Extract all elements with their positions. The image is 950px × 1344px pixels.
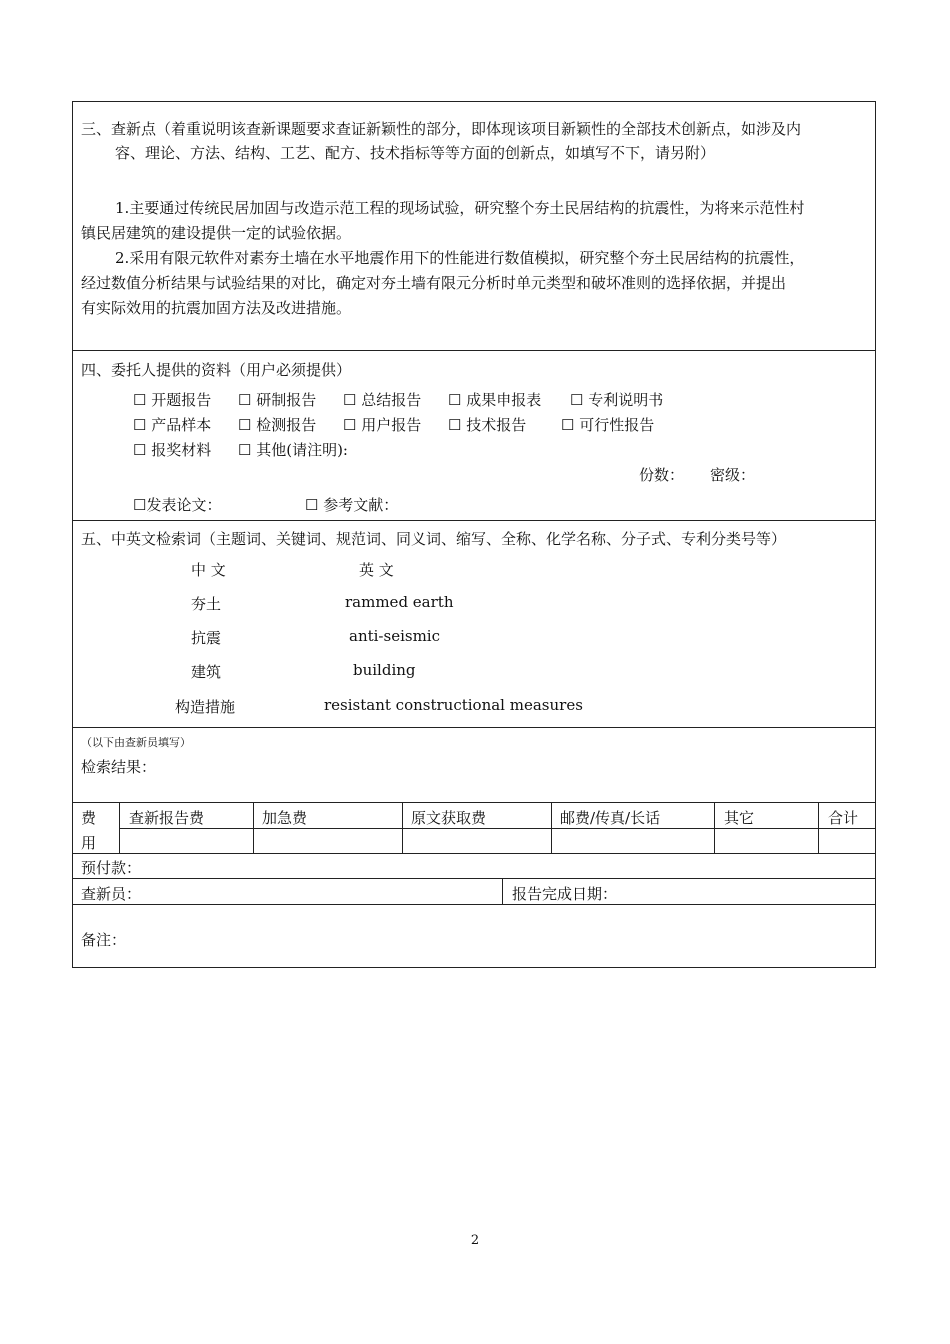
fee-input-cell[interactable] bbox=[715, 829, 817, 853]
remarks-row bbox=[73, 905, 875, 969]
fee-input-cell[interactable] bbox=[254, 829, 401, 853]
fee-label-2: 用 bbox=[81, 834, 97, 852]
secret-level-label: 密级： bbox=[710, 466, 756, 484]
checkbox-references[interactable]: ☐ 参考文献： bbox=[305, 496, 399, 514]
examiner-divider bbox=[502, 879, 503, 904]
column-chinese: 中 文 bbox=[191, 561, 226, 579]
prepay-label: 预付款： bbox=[81, 859, 142, 877]
term-en: resistant constructional measures bbox=[324, 696, 583, 714]
fee-input-cell[interactable] bbox=[552, 829, 713, 853]
novelty-point-2-line2: 经过数值分析结果与试验结果的对比，确定对夯土墙有限元分析时单元类型和破坏准则的选择依据，并提出 bbox=[81, 274, 787, 292]
fee-input-cell[interactable] bbox=[120, 829, 252, 853]
checkbox-development-report[interactable]: ☐ 研制报告 bbox=[238, 391, 317, 409]
checkbox-test-report[interactable]: ☐ 检测报告 bbox=[238, 416, 317, 434]
checkbox-feasibility-report[interactable]: ☐ 可行性报告 bbox=[561, 416, 655, 434]
section4-heading: 四、委托人提供的资料（用户必须提供） bbox=[81, 361, 352, 379]
section5-heading: 五、中英文检索词（主题词、关键词、规范词、同义词、缩写、全称、化学名称、分子式、专利分类号等） bbox=[81, 530, 787, 548]
section-novelty-points bbox=[73, 102, 875, 351]
term-en: rammed earth bbox=[345, 593, 454, 611]
section-client-materials bbox=[73, 351, 875, 521]
checkbox-achievement-form[interactable]: ☐ 成果申报表 bbox=[448, 391, 542, 409]
checkbox-patent-spec[interactable]: ☐ 专利说明书 bbox=[570, 391, 664, 409]
checkbox-published-papers[interactable]: ☐发表论文： bbox=[133, 496, 222, 514]
prepay-row bbox=[73, 854, 875, 879]
examiner-fill-note: （以下由查新员填写） bbox=[81, 736, 191, 749]
section3-heading-cont: 容、理论、方法、结构、工艺、配方、技术指标等等方面的创新点，如填写不下，请另附） bbox=[115, 144, 716, 162]
checkbox-summary-report[interactable]: ☐ 总结报告 bbox=[343, 391, 422, 409]
remarks-label: 备注： bbox=[81, 931, 127, 949]
search-results-label: 检索结果： bbox=[81, 758, 157, 776]
examiner-row bbox=[73, 879, 875, 905]
term-cn: 抗震 bbox=[191, 629, 222, 647]
novelty-point-2-line3: 有实际效用的抗震加固方法及改进措施。 bbox=[81, 299, 352, 317]
fee-header: 查新报告费 bbox=[129, 809, 205, 827]
page-number: 2 bbox=[470, 1233, 480, 1248]
section-search-terms bbox=[73, 521, 875, 728]
checkbox-award-materials[interactable]: ☐ 报奖材料 bbox=[133, 441, 212, 459]
fee-table bbox=[73, 803, 875, 854]
fee-input-cell[interactable] bbox=[819, 829, 875, 853]
term-en: anti-seismic bbox=[349, 627, 440, 645]
term-cn: 建筑 bbox=[191, 663, 222, 681]
term-cn: 构造措施 bbox=[175, 698, 236, 716]
examiner-label: 查新员： bbox=[81, 885, 142, 903]
checkbox-user-report[interactable]: ☐ 用户报告 bbox=[343, 416, 422, 434]
checkbox-technical-report[interactable]: ☐ 技术报告 bbox=[448, 416, 527, 434]
novelty-point-1-line1: 1.主要通过传统民居加固与改造示范工程的现场试验，研究整个夯土民居结构的抗震性，为将来示范性村 bbox=[115, 199, 805, 217]
novelty-point-2-line1: 2.采用有限元软件对素夯土墙在水平地震作用下的性能进行数值模拟，研究整个夯土民居结构的抗震性， bbox=[115, 249, 805, 267]
checkbox-other[interactable]: ☐ 其他(请注明): bbox=[238, 441, 348, 459]
term-cn: 夯土 bbox=[191, 595, 222, 613]
search-form bbox=[72, 101, 876, 968]
fee-header: 加急费 bbox=[262, 809, 308, 827]
checkbox-product-sample[interactable]: ☐ 产品样本 bbox=[133, 416, 212, 434]
checkbox-proposal-report[interactable]: ☐ 开题报告 bbox=[133, 391, 212, 409]
fee-label-1: 费 bbox=[81, 809, 97, 827]
novelty-point-1-line2: 镇民居建筑的建设提供一定的试验依据。 bbox=[81, 224, 352, 242]
fee-header: 合计 bbox=[828, 809, 859, 827]
fee-header: 其它 bbox=[724, 809, 755, 827]
copies-label: 份数： bbox=[639, 466, 685, 484]
fee-input-cell[interactable] bbox=[403, 829, 550, 853]
term-en: building bbox=[353, 661, 416, 679]
column-english: 英 文 bbox=[359, 561, 394, 579]
fee-header: 原文获取费 bbox=[411, 809, 487, 827]
section3-heading: 三、查新点（着重说明该查新课题要求查证新颖性的部分，即体现该项目新颖性的全部技术创新点，如涉及内 bbox=[81, 120, 802, 138]
completion-date-label: 报告完成日期： bbox=[512, 885, 618, 903]
fee-header: 邮费/传真/长话 bbox=[560, 809, 661, 827]
section-search-results bbox=[73, 728, 875, 803]
